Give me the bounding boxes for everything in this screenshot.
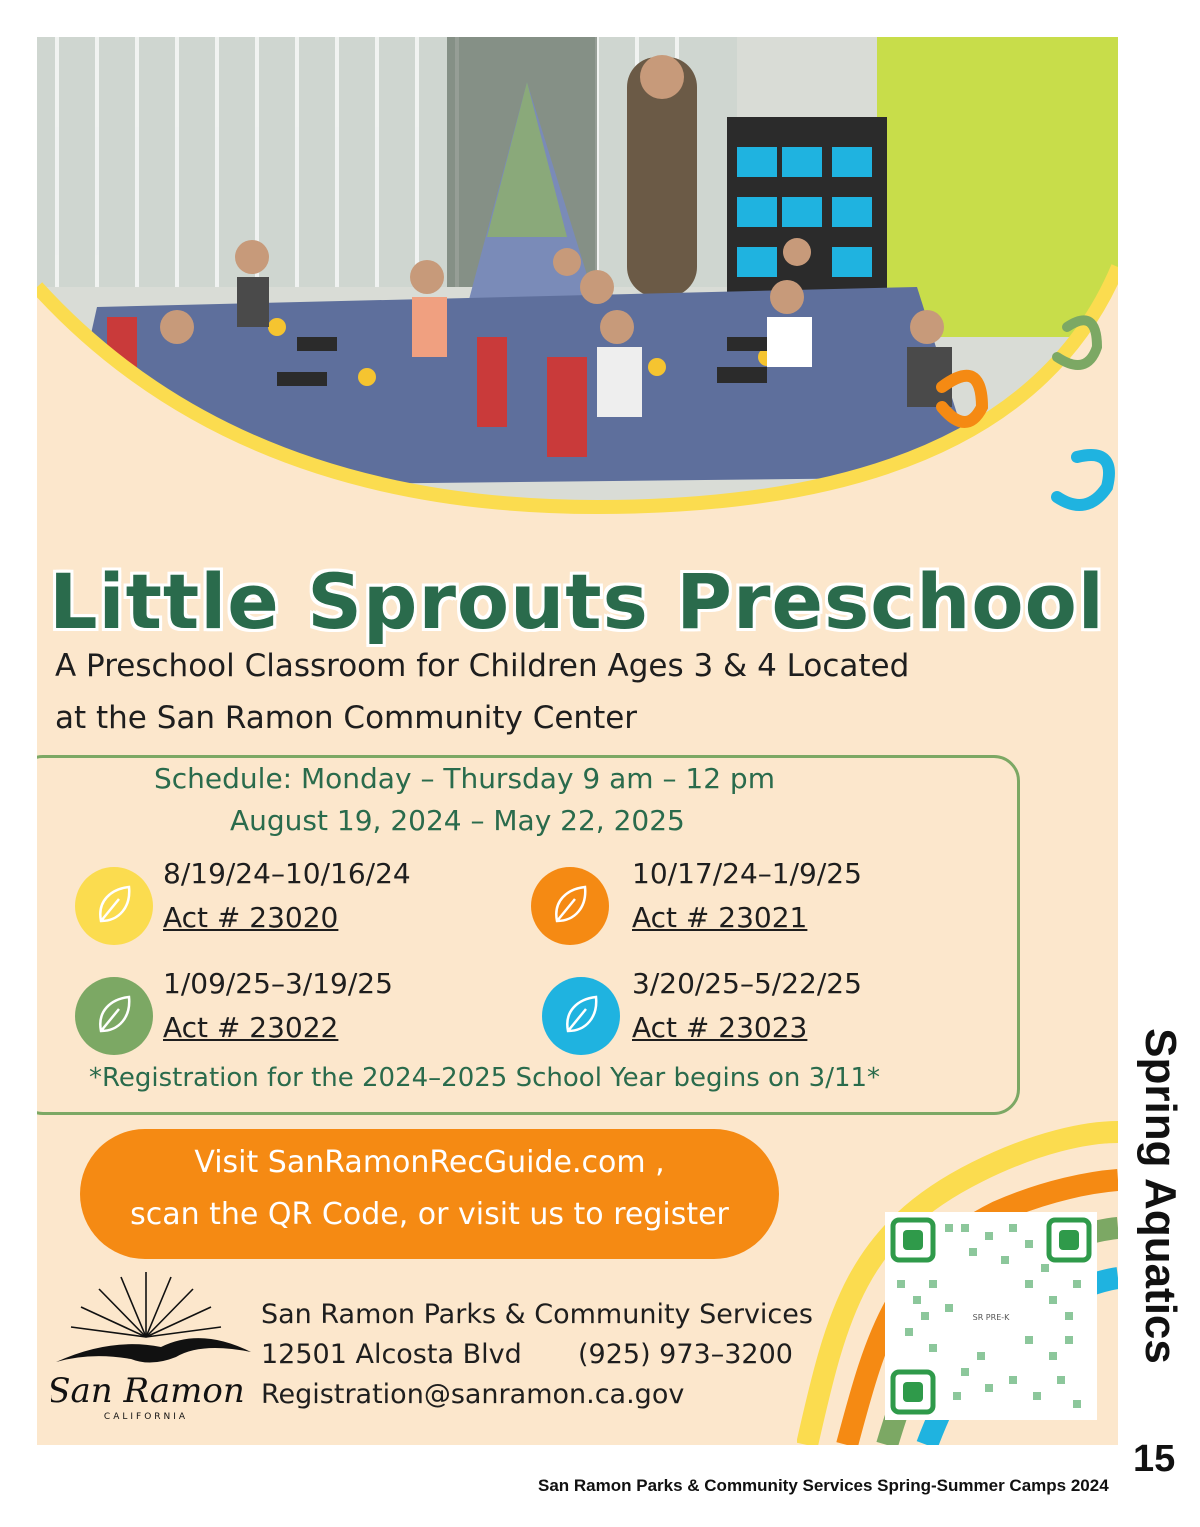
flyer-title: Little Sprouts Preschool	[49, 557, 1105, 646]
page-number: 15	[1133, 1438, 1176, 1480]
schedule-days: Schedule: Monday – Thursday 9 am – 12 pm	[154, 762, 775, 795]
flyer-subtitle	[55, 640, 1015, 744]
cta-line-1: Visit SanRamonRecGuide.com ,	[194, 1145, 665, 1180]
registration-note: *Registration for the 2024–2025 School Year begins on 3/11*	[89, 1063, 881, 1093]
contact-email[interactable]: Registration@sanramon.ca.gov	[261, 1379, 685, 1410]
leaf-icon	[75, 977, 153, 1055]
session-act-link[interactable]: Act # 23022	[163, 1011, 339, 1044]
register-cta-button[interactable]	[80, 1129, 779, 1259]
contact-org: San Ramon Parks & Community Services	[261, 1299, 813, 1330]
session-2	[531, 857, 911, 957]
session-3	[75, 967, 455, 1067]
session-dates: 3/20/25–5/22/25	[632, 967, 862, 1000]
page-footer: San Ramon Parks & Community Services Spring-Summer Camps 2024	[538, 1476, 1109, 1495]
flyer	[37, 37, 1118, 1445]
classroom-photo	[37, 37, 1118, 557]
subtitle-line-2: at the San Ramon Community Center	[55, 700, 638, 736]
session-4	[542, 967, 922, 1067]
san-ramon-logo	[51, 1267, 251, 1427]
session-act-link[interactable]: Act # 23021	[632, 901, 808, 934]
contact-phone[interactable]: (925) 973–3200	[578, 1339, 793, 1370]
leaf-icon	[75, 867, 153, 945]
subtitle-line-1: A Preschool Classroom for Children Ages 3 & 4 Located	[55, 648, 910, 684]
session-dates: 10/17/24–1/9/25	[632, 857, 862, 890]
logo-sub: CALIFORNIA	[103, 1412, 189, 1422]
section-side-tab	[1130, 1018, 1190, 1373]
session-1	[75, 857, 455, 957]
session-dates: 8/19/24–10/16/24	[163, 857, 411, 890]
session-dates: 1/09/25–3/19/25	[163, 967, 393, 1000]
logo-name: San Ramon	[51, 1371, 245, 1411]
leaf-icon	[531, 867, 609, 945]
leaf-icon	[542, 977, 620, 1055]
side-tab-label: Spring Aquatics	[1136, 1028, 1185, 1364]
qr-code[interactable]	[885, 1212, 1097, 1420]
contact-address: 12501 Alcosta Blvd	[261, 1339, 522, 1370]
cta-line-2: scan the QR Code, or visit us to register	[130, 1197, 729, 1232]
schedule-range: August 19, 2024 – May 22, 2025	[230, 804, 685, 837]
qr-label: SR PRE-K	[972, 1313, 1010, 1322]
session-act-link[interactable]: Act # 23020	[163, 901, 339, 934]
session-act-link[interactable]: Act # 23023	[632, 1011, 808, 1044]
